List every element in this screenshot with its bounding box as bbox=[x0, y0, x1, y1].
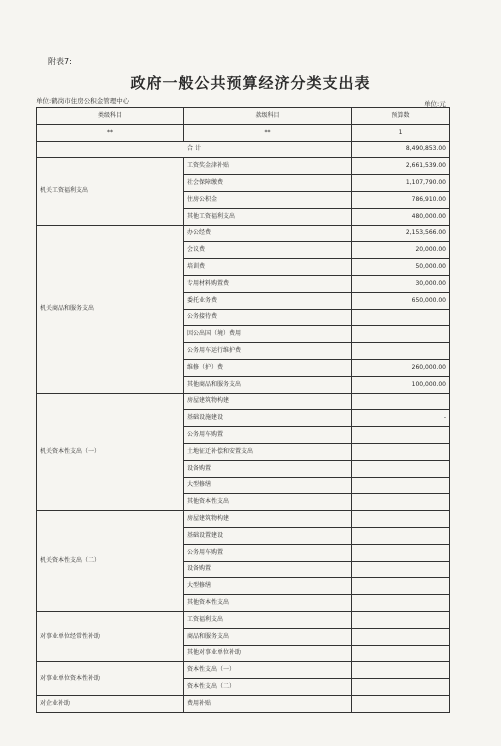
budget-value-cell: 2,153,566.00 bbox=[352, 225, 450, 242]
budget-value-cell bbox=[352, 343, 450, 360]
item-name-cell: 住房公积金 bbox=[184, 191, 352, 208]
column-header: 类级科目 bbox=[37, 108, 184, 125]
budget-value-cell bbox=[352, 511, 450, 528]
item-name-cell: 土地征迁补偿和安置支出 bbox=[184, 443, 352, 460]
budget-value-cell: 480,000.00 bbox=[352, 208, 450, 225]
table-row bbox=[37, 393, 450, 410]
code-cell: ** bbox=[184, 124, 352, 141]
item-name-cell: 其他资本性支出 bbox=[184, 494, 352, 511]
item-name-cell: 因公出国（境）费用 bbox=[184, 326, 352, 343]
item-name-cell: 房屋建筑物构建 bbox=[184, 511, 352, 528]
item-name-cell: 资本性支出（二） bbox=[184, 679, 352, 696]
budget-value-cell bbox=[352, 561, 450, 578]
item-name-cell: 公务接待费 bbox=[184, 309, 352, 326]
item-name-cell: 维修（护）费 bbox=[184, 359, 352, 376]
budget-value-cell: 20,000.00 bbox=[352, 242, 450, 259]
expenditure-table bbox=[36, 107, 450, 713]
budget-value-cell: 2,661,539.00 bbox=[352, 158, 450, 175]
item-name-cell: 大型修缮 bbox=[184, 578, 352, 595]
budget-value-cell: - bbox=[352, 410, 450, 427]
budget-value-cell bbox=[352, 443, 450, 460]
table-row bbox=[37, 225, 450, 242]
budget-value-cell bbox=[352, 611, 450, 628]
category-cell: 机关资本性支出（一） bbox=[37, 393, 184, 511]
budget-value-cell: 50,000.00 bbox=[352, 259, 450, 276]
item-name-cell: 其他对事业单位补助 bbox=[184, 645, 352, 662]
item-name-cell: 会议费 bbox=[184, 242, 352, 259]
table-row bbox=[37, 695, 450, 712]
item-name-cell: 其他工资福利支出 bbox=[184, 208, 352, 225]
organization-label: 单位:鹤岗市住房公积金管理中心 bbox=[36, 97, 130, 105]
category-cell: 机关商品和服务支出 bbox=[37, 225, 184, 393]
budget-value-cell bbox=[352, 427, 450, 444]
column-header: 预算数 bbox=[352, 108, 450, 125]
item-name-cell: 培训费 bbox=[184, 259, 352, 276]
budget-value-cell: 786,910.00 bbox=[352, 191, 450, 208]
item-name-cell: 公务用车运行维护费 bbox=[184, 343, 352, 360]
budget-value-cell bbox=[352, 460, 450, 477]
category-cell: 对企业补助 bbox=[37, 695, 184, 712]
attachment-label: 附表7: bbox=[48, 57, 72, 66]
item-name-cell: 商品和服务支出 bbox=[184, 628, 352, 645]
budget-value-cell: 1,107,790.00 bbox=[352, 175, 450, 192]
table-header-row bbox=[37, 108, 450, 125]
total-label: 合 计 bbox=[37, 141, 352, 158]
total-row bbox=[37, 141, 450, 158]
code-cell: ** bbox=[37, 124, 184, 141]
item-name-cell: 社会保障缴费 bbox=[184, 175, 352, 192]
item-name-cell: 公务用车购置 bbox=[184, 544, 352, 561]
budget-value-cell bbox=[352, 544, 450, 561]
budget-value-cell: 650,000.00 bbox=[352, 292, 450, 309]
category-cell: 机关资本性支出（二） bbox=[37, 511, 184, 612]
item-name-cell: 资本性支出（一） bbox=[184, 662, 352, 679]
item-name-cell: 其他资本性支出 bbox=[184, 595, 352, 612]
budget-value-cell: 100,000.00 bbox=[352, 376, 450, 393]
budget-value-cell bbox=[352, 477, 450, 494]
budget-value-cell bbox=[352, 309, 450, 326]
item-name-cell: 设备购置 bbox=[184, 460, 352, 477]
table-row bbox=[37, 511, 450, 528]
code-cell: 1 bbox=[352, 124, 450, 141]
item-name-cell: 工资福利支出 bbox=[184, 611, 352, 628]
column-header: 款级科目 bbox=[184, 108, 352, 125]
budget-value-cell bbox=[352, 595, 450, 612]
table-row bbox=[37, 662, 450, 679]
budget-value-cell bbox=[352, 662, 450, 679]
budget-value-cell bbox=[352, 679, 450, 696]
item-name-cell: 专用材料购置费 bbox=[184, 275, 352, 292]
currency-unit-label: 单位:元 bbox=[424, 100, 446, 108]
category-cell: 对事业单位经常性补助 bbox=[37, 611, 184, 661]
item-name-cell: 基础设置建设 bbox=[184, 527, 352, 544]
item-name-cell: 设备购置 bbox=[184, 561, 352, 578]
item-name-cell: 委托业务费 bbox=[184, 292, 352, 309]
budget-value-cell bbox=[352, 628, 450, 645]
table-row bbox=[37, 611, 450, 628]
budget-value-cell: 260,000.00 bbox=[352, 359, 450, 376]
total-value: 8,490,853.00 bbox=[352, 141, 450, 158]
budget-value-cell bbox=[352, 527, 450, 544]
category-cell: 对事业单位资本性补助 bbox=[37, 662, 184, 696]
item-name-cell: 基础设施建设 bbox=[184, 410, 352, 427]
item-name-cell: 大型修缮 bbox=[184, 477, 352, 494]
budget-value-cell bbox=[352, 695, 450, 712]
budget-value-cell bbox=[352, 494, 450, 511]
page-title: 政府一般公共预算经济分类支出表 bbox=[130, 74, 371, 92]
budget-value-cell: 30,000.00 bbox=[352, 275, 450, 292]
item-name-cell: 公务用车购置 bbox=[184, 427, 352, 444]
item-name-cell: 房屋建筑物构建 bbox=[184, 393, 352, 410]
item-name-cell: 办公经费 bbox=[184, 225, 352, 242]
budget-value-cell bbox=[352, 393, 450, 410]
table-row bbox=[37, 158, 450, 175]
code-row bbox=[37, 124, 450, 141]
budget-value-cell bbox=[352, 645, 450, 662]
budget-value-cell bbox=[352, 578, 450, 595]
item-name-cell: 其他商品和服务支出 bbox=[184, 376, 352, 393]
item-name-cell: 费用补贴 bbox=[184, 695, 352, 712]
category-cell: 机关工资福利支出 bbox=[37, 158, 184, 225]
item-name-cell: 工资奖金津补贴 bbox=[184, 158, 352, 175]
budget-value-cell bbox=[352, 326, 450, 343]
